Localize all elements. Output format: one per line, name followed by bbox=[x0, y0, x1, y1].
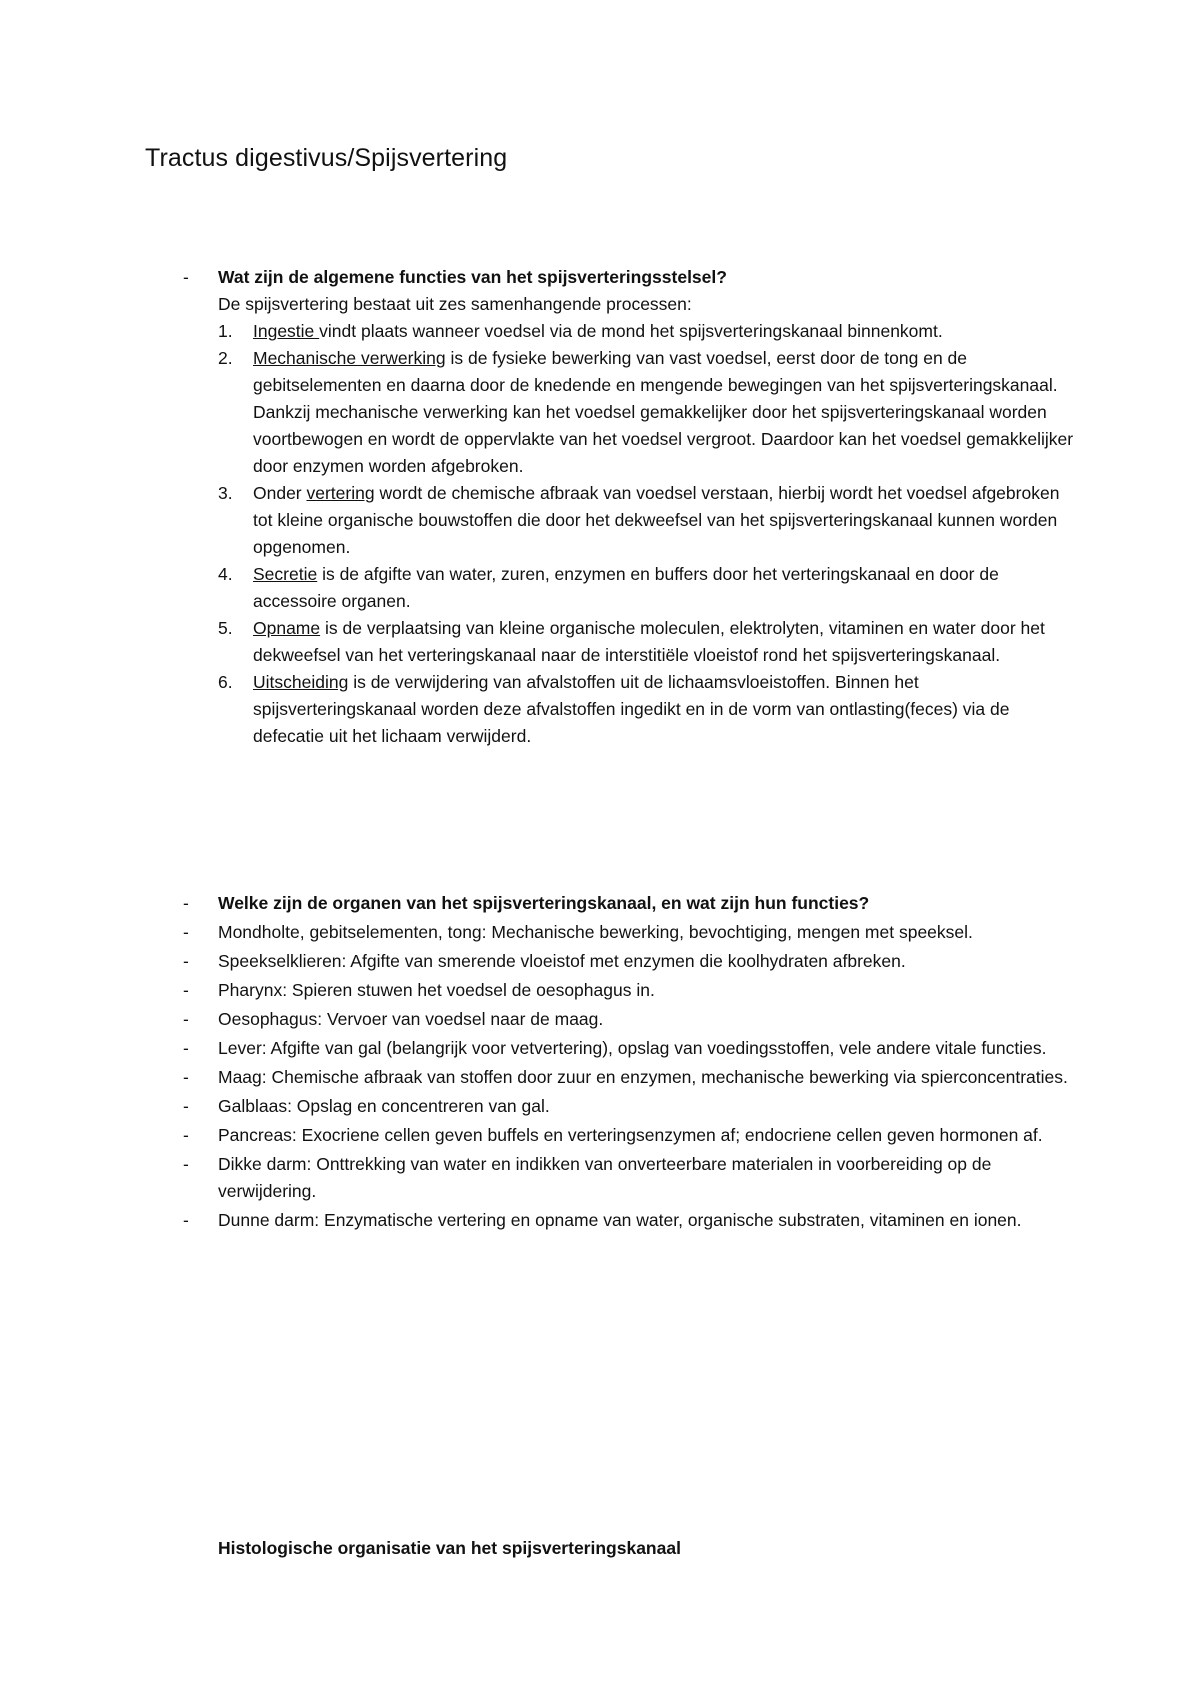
term: Opname bbox=[253, 618, 321, 638]
organ-text: Pancreas: Exocriene cellen geven buffels en verteringsenzymen af; endocriene cellen geven hormonen af. bbox=[218, 1125, 1043, 1145]
page-title: Tractus digestivus/Spijsvertering bbox=[145, 144, 508, 172]
list-item bbox=[183, 1207, 1083, 1234]
item-number: 4. bbox=[218, 564, 233, 584]
dash-bullet: - bbox=[183, 893, 189, 913]
question-row bbox=[183, 264, 1083, 750]
dash-bullet: - bbox=[183, 1154, 189, 1174]
organ-text: Mondholte, gebitselementen, tong: Mechanische bewerking, bevochtiging, mengen met speeksel. bbox=[218, 922, 973, 942]
item-number: 3. bbox=[218, 483, 233, 503]
dash-bullet: - bbox=[183, 267, 189, 287]
item-text: is de fysieke bewerking van vast voedsel, eerst door de tong en de gebitselementen en daarna door de knedende en mengende bewegingen van het spijsverteringskanaal. Dankzij mechanische verwerking kan het voedsel gemakkelijker door het spijsverteringskanaal worden voortbewogen en wordt de oppervlakte van het voedsel vergroot. Daardoor kan het voedsel gemakkelijker door enzymen worden afgebroken. bbox=[253, 348, 1074, 476]
list-item bbox=[183, 318, 1083, 345]
list-item bbox=[183, 480, 1083, 561]
organ-text: Pharynx: Spieren stuwen het voedsel de oesophagus in. bbox=[218, 980, 655, 1000]
list-item bbox=[183, 977, 1083, 1004]
term: vertering bbox=[306, 483, 375, 503]
organ-text: Dikke darm: Onttrekking van water en indikken van onverteerbare materialen in voorbereiding op de verwijdering. bbox=[218, 1154, 992, 1201]
dash-bullet: - bbox=[183, 922, 189, 942]
organ-text: Maag: Chemische afbraak van stoffen door zuur en enzymen, mechanische bewerking via spierconcentraties. bbox=[218, 1067, 1068, 1087]
item-text: is de verwijdering van afvalstoffen uit de lichaamsvloeistoffen. Binnen het spijsverteringskanaal worden deze afvalstoffen ingedikt en in de vorm van ontlasting(feces) via de defecatie uit het lichaam verwijderd. bbox=[253, 672, 1010, 746]
list-item bbox=[183, 1064, 1083, 1091]
item-number: 5. bbox=[218, 618, 233, 638]
term: Mechanische verwerking bbox=[253, 348, 446, 368]
organ-text: Galblaas: Opslag en concentreren van gal. bbox=[218, 1096, 550, 1116]
list-item bbox=[183, 1151, 1083, 1205]
question-general-functions: Wat zijn de algemene functies van het spijsverteringsstelsel? bbox=[218, 267, 727, 287]
list-item bbox=[183, 615, 1083, 669]
item-number: 2. bbox=[218, 348, 233, 368]
dash-bullet: - bbox=[183, 1125, 189, 1145]
list-item bbox=[183, 1035, 1083, 1062]
question-organs: Welke zijn de organen van het spijsverteringskanaal, en wat zijn hun functies? bbox=[218, 893, 870, 913]
list-item bbox=[183, 1093, 1083, 1120]
list-item bbox=[183, 561, 1083, 615]
intro-text: De spijsvertering bestaat uit zes samenhangende processen: bbox=[218, 294, 692, 314]
item-text: is de verplaatsing van kleine organische moleculen, elektrolyten, vitaminen en water door het dekweefsel van het verteringskanaal naar de interstitiële vloeistof rond het spijsverteringskanaal. bbox=[253, 618, 1045, 665]
dash-bullet: - bbox=[183, 1009, 189, 1029]
list-item bbox=[183, 948, 1083, 975]
item-text: vindt plaats wanneer voedsel via de mond het spijsverteringskanaal binnenkomt. bbox=[319, 321, 943, 341]
dash-bullet: - bbox=[183, 1038, 189, 1058]
list-item bbox=[183, 919, 1083, 946]
item-text: is de afgifte van water, zuren, enzymen en buffers door het verteringskanaal en door de accessoire organen. bbox=[253, 564, 999, 611]
organ-text: Dunne darm: Enzymatische vertering en opname van water, organische substraten, vitaminen en ionen. bbox=[218, 1210, 1022, 1230]
section-general-functions bbox=[183, 264, 1083, 750]
organ-text: Oesophagus: Vervoer van voedsel naar de maag. bbox=[218, 1009, 604, 1029]
term: Secretie bbox=[253, 564, 318, 584]
list-item bbox=[183, 1122, 1083, 1149]
question-row bbox=[183, 890, 1083, 917]
dash-bullet: - bbox=[183, 1210, 189, 1230]
process-list bbox=[218, 318, 1083, 750]
list-item bbox=[183, 669, 1083, 750]
dash-bullet: - bbox=[183, 951, 189, 971]
histology-heading: Histologische organisatie van het spijsverteringskanaal bbox=[218, 1538, 681, 1558]
list-item bbox=[183, 1006, 1083, 1033]
term: Uitscheiding bbox=[253, 672, 349, 692]
term: Ingestie bbox=[253, 321, 320, 341]
dash-bullet: - bbox=[183, 980, 189, 1000]
item-lead: Onder bbox=[253, 483, 307, 503]
dash-bullet: - bbox=[183, 1096, 189, 1116]
organ-text: Speekselklieren: Afgifte van smerende vloeistof met enzymen die koolhydraten afbreken. bbox=[218, 951, 906, 971]
item-number: 6. bbox=[218, 672, 233, 692]
item-text: wordt de chemische afbraak van voedsel verstaan, hierbij wordt het voedsel afgebroken tot kleine organische bouwstoffen die door het dekweefsel van het spijsverteringskanaal kunnen worden opgenomen. bbox=[253, 483, 1060, 557]
list-item bbox=[183, 345, 1083, 480]
item-number: 1. bbox=[218, 321, 233, 341]
section-organs bbox=[183, 890, 1083, 1236]
dash-bullet: - bbox=[183, 1067, 189, 1087]
organ-text: Lever: Afgifte van gal (belangrijk voor vetvertering), opslag van voedingsstoffen, vele andere vitale functies. bbox=[218, 1038, 1047, 1058]
